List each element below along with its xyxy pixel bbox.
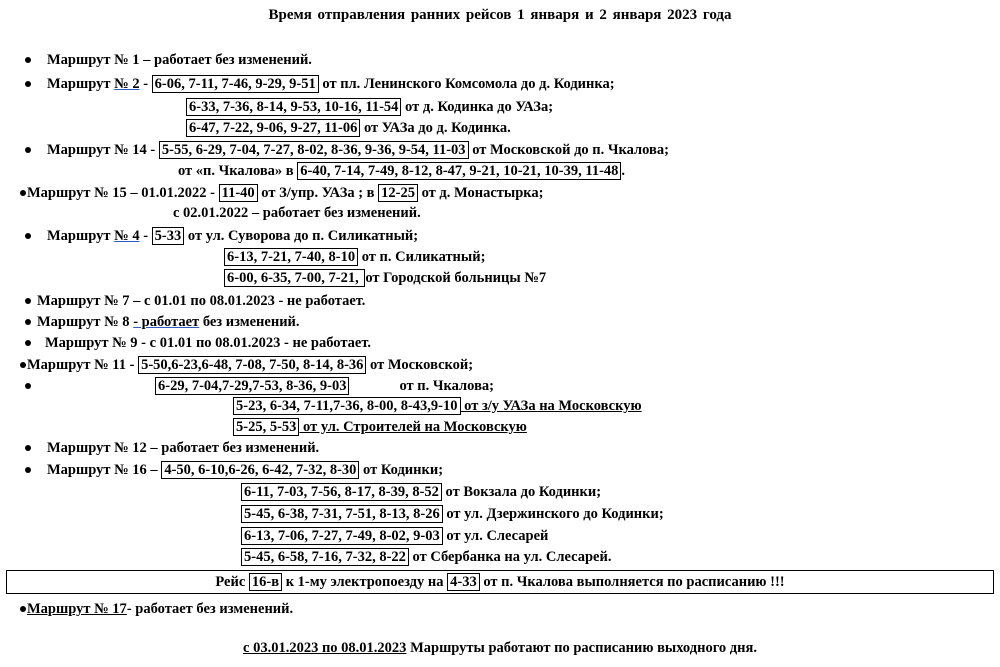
route-label: Маршрут № 16 – (47, 462, 162, 478)
status-text: без изменений. (199, 314, 300, 330)
bullet (25, 233, 31, 239)
times-box: 6-47, 7-22, 9-06, 9-27, 11-06 (186, 119, 360, 137)
route-14 (47, 140, 669, 160)
times-box: 5-45, 6-58, 7-16, 7-32, 8-22 (241, 548, 409, 566)
time-box: 4-33 (447, 573, 480, 591)
destination: от УАЗа до д. Кодинка. (360, 120, 511, 136)
times-box: 5-25, 5-53 (233, 418, 299, 436)
times-box: 6-00, 6-35, 7-00, 7-21, (224, 269, 365, 287)
destination: от Московской; (366, 357, 474, 373)
destination: от ул. Строителей на Московскую (299, 419, 527, 435)
times-box: 6-06, 7-11, 7-46, 9-29, 9-51 (152, 75, 319, 93)
route-16 (47, 460, 443, 480)
route-16-line-5 (241, 547, 611, 567)
route-4 (47, 226, 418, 246)
route-4-line-3 (224, 268, 546, 288)
route-label: Маршрут (47, 76, 115, 92)
footer-note (0, 638, 1000, 658)
route-number: № 2 (114, 76, 140, 92)
notice-text: от п. Чкалова выполняется по расписанию !!! (479, 574, 785, 590)
route-label: Маршрут № 11 - (27, 357, 139, 373)
destination: от Кодинки; (359, 462, 444, 478)
route-label: Маршрут (47, 228, 115, 244)
bullet (25, 319, 31, 325)
bullet (25, 467, 31, 473)
destination: от З/упр. УАЗа ; в (257, 185, 379, 201)
bullet (20, 362, 26, 368)
destination: от пл. Ленинского Комсомола до д. Кодинка; (318, 76, 615, 92)
destination: от Сбербанка на ул. Слесарей. (408, 549, 612, 565)
route-7: Маршрут № 7 – с 01.01 по 08.01.2023 - не работает. (37, 293, 366, 309)
route-8 (37, 312, 300, 332)
route-17 (27, 599, 293, 619)
bullet (25, 340, 31, 346)
date-range: с 03.01.2023 по 08.01.2023 (243, 640, 407, 656)
times-box: 5-45, 6-38, 7-31, 7-51, 8-13, 8-26 (241, 505, 443, 523)
times-box: 5-50,6-23,6-48, 7-08, 7-50, 8-14, 8-36 (138, 356, 366, 374)
route-label: Маршрут № 8 (37, 314, 134, 330)
route-12: Маршрут № 12 – работает без изменений. (47, 440, 320, 456)
destination: от ул. Слесарей (442, 528, 549, 544)
bullet (25, 57, 31, 63)
time-box: 12-25 (378, 184, 418, 202)
dash: - (139, 76, 152, 92)
times-box: 6-33, 7-36, 8-14, 9-53, 10-16, 11-54 (186, 98, 401, 116)
destination: от д. Кодинка до УАЗа; (401, 99, 554, 115)
route-label: Маршрут № 14 - (47, 142, 159, 158)
bullet (25, 298, 31, 304)
bullet (25, 147, 31, 153)
route-number: № 4 (114, 228, 140, 244)
destination: от п. Чкалова; (399, 378, 494, 394)
bullet (25, 445, 31, 451)
times-box: 6-13, 7-21, 7-40, 8-10 (224, 248, 358, 266)
footer-text: Маршруты работают по расписанию выходного дня. (406, 640, 757, 656)
times-box: 5-55, 6-29, 7-04, 7-27, 8-02, 8-36, 9-36, 9-54, 11-03 (159, 141, 469, 159)
times-box: 4-50, 6-10,6-26, 6-42, 7-32, 8-30 (161, 461, 359, 479)
status-text: - работает (133, 314, 200, 330)
route-9: Маршрут № 9 - с 01.01 по 08.01.2023 - не работает. (45, 335, 371, 351)
status-text: - работает без изменений. (126, 601, 294, 617)
trip-box: 16-в (249, 573, 282, 591)
route-11 (27, 355, 473, 375)
notice-label: Рейс (215, 574, 249, 590)
times-box: 6-13, 7-06, 7-27, 7-49, 8-02, 9-03 (241, 527, 443, 545)
route-11-line-2 (155, 376, 494, 396)
destination: от д. Монастырка; (417, 185, 544, 201)
dash: - (139, 228, 152, 244)
route-15-line-2: с 02.01.2022 – работает без изменений. (173, 205, 421, 221)
route-2 (47, 74, 615, 94)
times-box: 5-23, 6-34, 7-11,7-36, 8-00, 8-43,9-10 (233, 397, 461, 415)
route-16-line-4 (241, 526, 548, 546)
destination: от Московской до п. Чкалова; (468, 142, 669, 158)
times-box: 6-40, 7-14, 7-49, 8-12, 8-47, 9-21, 10-21, 10-39, 11-48 (297, 162, 621, 180)
times-box: 6-29, 7-04,7-29,7-53, 8-36, 9-03 (155, 377, 349, 395)
route-11-line-3 (233, 396, 642, 416)
route-2-line-3 (186, 118, 511, 138)
times-box: 6-11, 7-03, 7-56, 8-17, 8-39, 8-52 (241, 483, 442, 501)
route-14-line-2 (178, 161, 625, 181)
page-title: Время отправления ранних рейсов 1 января и 2 января 2023 года (268, 7, 732, 23)
notice-text: к 1-му электропоезду на (282, 574, 448, 590)
destination: от Городской больницы №7 (365, 270, 547, 286)
train-notice (6, 570, 994, 594)
route-4-line-2 (224, 247, 485, 267)
destination: от Вокзала до Кодинки; (441, 484, 602, 500)
bullet (20, 606, 26, 612)
end-mark: . (621, 163, 626, 179)
destination: от ул. Суворова до п. Силикатный; (184, 228, 419, 244)
time-box: 11-40 (219, 184, 258, 202)
route-label: Маршрут № 15 – 01.01.2022 - (27, 185, 219, 201)
route-11-line-4 (233, 417, 527, 437)
destination: от з/у УАЗа на Московскую (460, 398, 642, 414)
route-16-line-2 (241, 482, 601, 502)
route-label: от «п. Чкалова» в (178, 163, 298, 179)
destination: от ул. Дзержинского до Кодинки; (442, 506, 664, 522)
route-16-line-3 (241, 504, 664, 524)
bullet (25, 81, 31, 87)
route-1: Маршрут № 1 – работает без изменений. (47, 52, 312, 68)
destination: от п. Силикатный; (358, 249, 486, 265)
route-2-line-2 (186, 97, 553, 117)
time-box: 5-33 (152, 227, 185, 245)
bullet (20, 190, 26, 196)
bullet (25, 383, 31, 389)
route-label: Маршрут № 17 (27, 601, 127, 617)
route-15 (27, 183, 544, 203)
